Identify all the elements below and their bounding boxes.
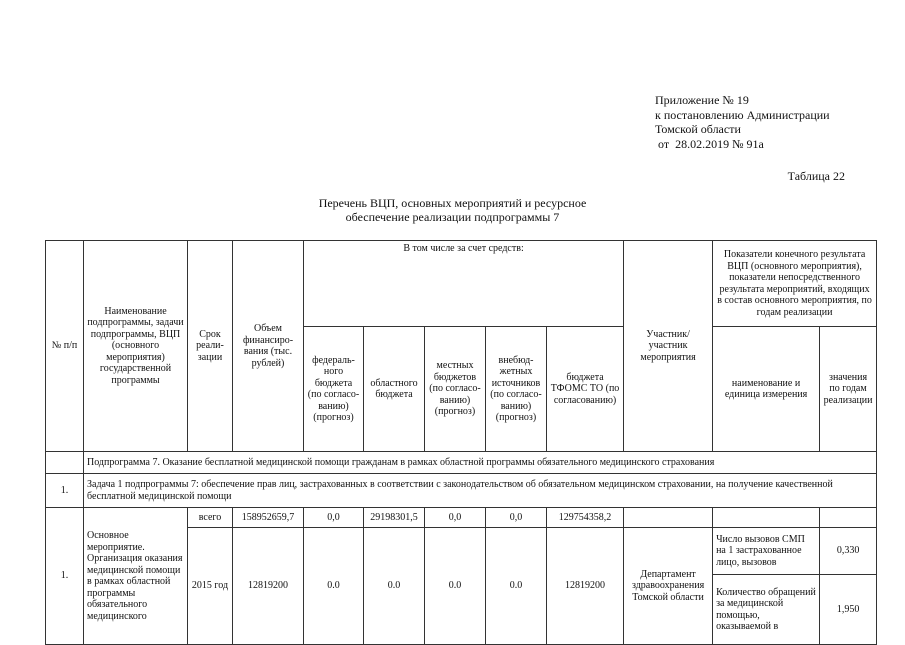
empty-cell xyxy=(820,508,877,528)
empty-cell xyxy=(624,508,713,528)
appendix-line: Томской области xyxy=(655,122,741,136)
appendix-line: от 28.02.2019 № 91а xyxy=(655,136,764,151)
table-number: Таблица 22 xyxy=(787,169,845,183)
appendix-line: Приложение № 19 xyxy=(655,93,749,107)
empty-cell xyxy=(46,452,84,474)
col-header-participant: Участник/ участник мероприятия xyxy=(624,241,713,452)
document-title xyxy=(0,196,905,224)
total-offbudget: 0,0 xyxy=(486,508,547,528)
indicator-1-value: 0,330 xyxy=(820,528,877,575)
appendix-header xyxy=(655,93,830,151)
col-header-term: Срок реали-зации xyxy=(188,241,233,452)
year-regional: 0.0 xyxy=(364,528,425,645)
activity-name: Основное мероприятие. Организация оказания медицинской помощи в рамках областной программы обязательного медицинского xyxy=(84,508,188,645)
col-header-offbudget: внебюд-жетных источников (по согласо-ванию) (прогноз) xyxy=(486,327,547,452)
total-regional: 29198301,5 xyxy=(364,508,425,528)
col-header-local: местных бюджетов (по согласо-ванию) (прогноз) xyxy=(425,327,486,452)
total-tfoms: 129754358,2 xyxy=(547,508,624,528)
col-header-name: Наименование подпрограммы, задачи подпрограммы, ВЦП (основного мероприятия) государственной программы xyxy=(84,241,188,452)
col-header-indicator-name: наименование и единица измерения xyxy=(713,327,820,452)
col-header-indicator-values: значения по годам реализации xyxy=(820,327,877,452)
total-federal: 0,0 xyxy=(304,508,364,528)
year-term: 2015 год xyxy=(188,528,233,645)
col-header-num: № п/п xyxy=(46,241,84,452)
indicator-1-name: Число вызовов СМП на 1 застрахованное лицо, вызовов xyxy=(713,528,820,575)
col-header-volume: Объем финансиро-вания (тыс. рублей) xyxy=(233,241,304,452)
activity-number: 1. xyxy=(46,508,84,645)
col-header-sources: В том числе за счет средств: xyxy=(304,241,624,327)
appendix-line: к постановлению Администрации xyxy=(655,107,830,122)
indicator-2-name: Количество обращений за медицинской помощью, оказываемой в xyxy=(713,575,820,645)
year-offbudget: 0.0 xyxy=(486,528,547,645)
year-local: 0.0 xyxy=(425,528,486,645)
task-row: Задача 1 подпрограммы 7: обеспечение прав лиц, застрахованных в соответствии с законодательством об обязательном медицинском страховании, на получение качественной бесплатной медицинской помощи xyxy=(84,474,877,508)
col-header-tfoms: бюджета ТФОМС ТО (по согласованию) xyxy=(547,327,624,452)
empty-cell xyxy=(713,508,820,528)
total-local: 0,0 xyxy=(425,508,486,528)
resource-table xyxy=(45,240,877,645)
indicator-2-value: 1,950 xyxy=(820,575,877,645)
title-line: обеспечение реализации подпрограммы 7 xyxy=(345,210,560,224)
col-header-indicators: Показатели конечного результата ВЦП (основного мероприятия), показатели непосредственного результата мероприятий, входящих в состав основного мероприятия, по годам реализации xyxy=(713,241,877,327)
subprogram-row: Подпрограмма 7. Оказание бесплатной медицинской помощи гражданам в рамках областной программы обязательного медицинского страхования xyxy=(84,452,877,474)
task-number: 1. xyxy=(46,474,84,508)
title-line: Перечень ВЦП, основных мероприятий и ресурсное xyxy=(318,196,587,210)
col-header-federal: федераль-ного бюджета (по согласо-ванию) (прогноз) xyxy=(304,327,364,452)
year-tfoms: 12819200 xyxy=(547,528,624,645)
total-term: всего xyxy=(188,508,233,528)
year-volume: 12819200 xyxy=(233,528,304,645)
year-participant: Департамент здравоохранения Томской области xyxy=(624,528,713,645)
total-volume: 158952659,7 xyxy=(233,508,304,528)
year-federal: 0.0 xyxy=(304,528,364,645)
col-header-regional: областного бюджета xyxy=(364,327,425,452)
